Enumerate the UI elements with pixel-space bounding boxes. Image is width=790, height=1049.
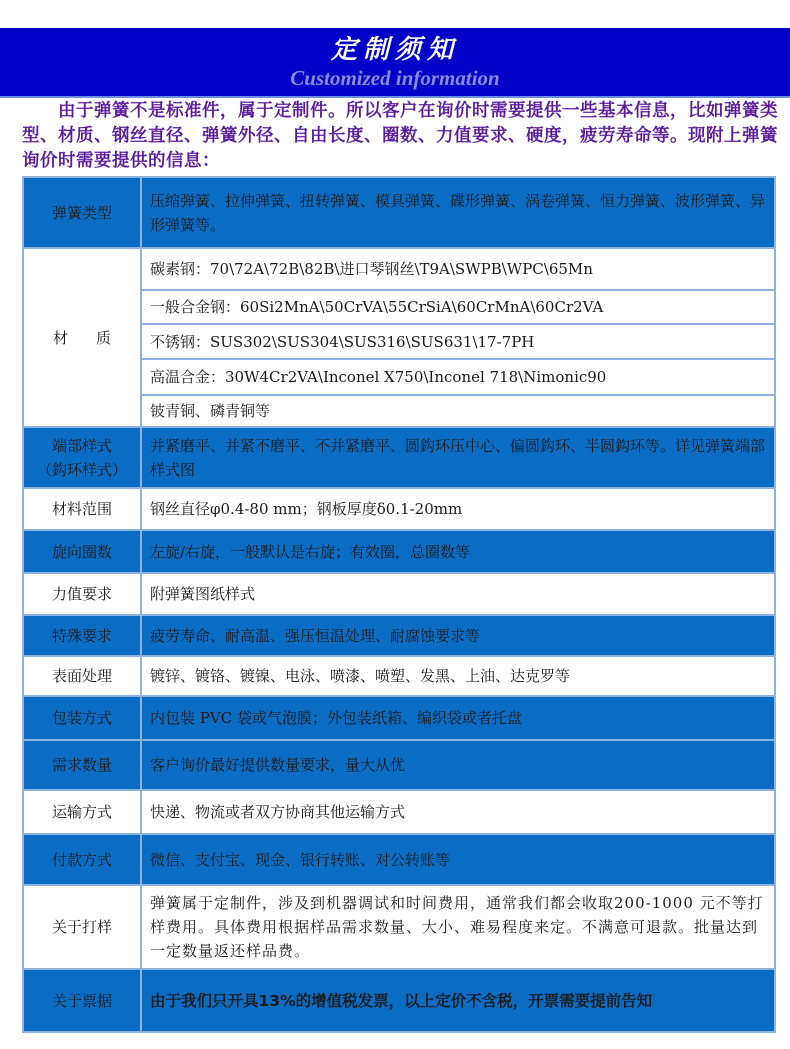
material-item: 铍青铜、磷青铜等 xyxy=(141,395,775,427)
row-label: 表面处理 xyxy=(23,656,141,696)
table-row-end-style xyxy=(23,427,775,488)
intro-paragraph xyxy=(22,99,778,174)
page-subtitle: Customized information xyxy=(290,66,500,90)
row-value: 附弹簧图纸样式 xyxy=(141,573,775,615)
row-label xyxy=(23,427,141,488)
material-item: 一般合金钢：60Si2MnA\50CrVA\55CrSiA\60CrMnA\60Cr2VA xyxy=(141,290,775,324)
page-title: 定制须知 xyxy=(330,35,459,65)
row-value: 弹簧属于定制件，涉及到机器调试和时间费用，通常我们都会收取200-1000 元不等打样费用。具体费用根据样品需求数量、大小、难易程度来定。不满意可退款。批量达到一定数量返还样品费。 xyxy=(141,885,775,969)
table-row xyxy=(23,656,775,696)
row-value: 压缩弹簧、拉伸弹簧、扭转弹簧、模具弹簧、碟形弹簧、涡卷弹簧、恒力弹簧、波形弹簧、异形弹簧等。 xyxy=(141,177,775,248)
row-label: 特殊要求 xyxy=(23,615,141,656)
table-row xyxy=(23,573,775,615)
row-value: 并紧磨平、并紧不磨平、不并紧磨平、圆鈎环压中心、偏圆鈎环、半圆鈎环等。详见弹簧端部样式图 xyxy=(141,427,775,488)
table-row xyxy=(23,790,775,834)
material-item: 碳素钢：70\72A\72B\82B\进口琴钢丝\T9A\SWPB\WPC\65Mn xyxy=(141,248,775,290)
row-label: 力值要求 xyxy=(23,573,141,615)
row-value: 微信、支付宝、现金、银行转账、对公转账等 xyxy=(141,834,775,885)
table-row-material xyxy=(23,248,775,290)
table-row xyxy=(23,834,775,885)
table-row xyxy=(23,740,775,790)
header-banner xyxy=(0,28,790,96)
table-row xyxy=(23,488,775,530)
row-label: 关于票据 xyxy=(23,969,141,1032)
material-item: 高温合金：30W4Cr2VA\Inconel X750\Inconel 718\Nimonic90 xyxy=(141,359,775,395)
row-value: 内包装 PVC 袋或气泡膜；外包装纸箱、编织袋或者托盘 xyxy=(141,696,775,740)
row-label: 弹簧类型 xyxy=(23,177,141,248)
row-value: 镀锌、镀铬、镀镍、电泳、喷漆、喷塑、发黑、上油、达克罗等 xyxy=(141,656,775,696)
row-label: 材质 xyxy=(23,248,141,427)
table-row xyxy=(23,969,775,1032)
table-row xyxy=(23,530,775,573)
info-table xyxy=(22,176,776,1033)
row-label: 付款方式 xyxy=(23,834,141,885)
header-divider xyxy=(0,96,790,98)
row-label: 旋向圈数 xyxy=(23,530,141,573)
table-row xyxy=(23,615,775,656)
intro-text: 由于弹簧不是标准件，属于定制件。所以客户在询价时需要提供一些基本信息，比如弹簧类型、材质、钢丝直径、弹簧外径、自由长度、圈数、力值要求、硬度，疲劳寿命等。现附上弹簧询价时需要提供的信息： xyxy=(22,101,778,171)
row-label: 材料范围 xyxy=(23,488,141,530)
table-row-spring-type xyxy=(23,177,775,248)
row-label-line1: 端部样式 xyxy=(51,436,112,455)
material-item: 不锈钢：SUS302\SUS304\SUS316\SUS631\17-7PH xyxy=(141,324,775,359)
row-label-line2: （鈎环样式） xyxy=(36,460,127,479)
row-label: 关于打样 xyxy=(23,885,141,969)
table-row xyxy=(23,885,775,969)
row-label: 包装方式 xyxy=(23,696,141,740)
row-value: 客户询价最好提供数量要求，量大从优 xyxy=(141,740,775,790)
table-row xyxy=(23,696,775,740)
row-label: 需求数量 xyxy=(23,740,141,790)
row-value: 快递、物流或者双方协商其他运输方式 xyxy=(141,790,775,834)
row-value: 疲劳寿命、耐高温、强压恒温处理、耐腐蚀要求等 xyxy=(141,615,775,656)
row-value: 钢丝直径φ0.4-80 mm；钢板厚度δ0.1-20mm xyxy=(141,488,775,530)
row-label: 运输方式 xyxy=(23,790,141,834)
row-value: 左旋/右旋，一般默认是右旋；有效圈，总圈数等 xyxy=(141,530,775,573)
invoice-note: 由于我们只开具13%的增值税发票，以上定价不含税，开票需要提前告知 xyxy=(141,969,775,1032)
